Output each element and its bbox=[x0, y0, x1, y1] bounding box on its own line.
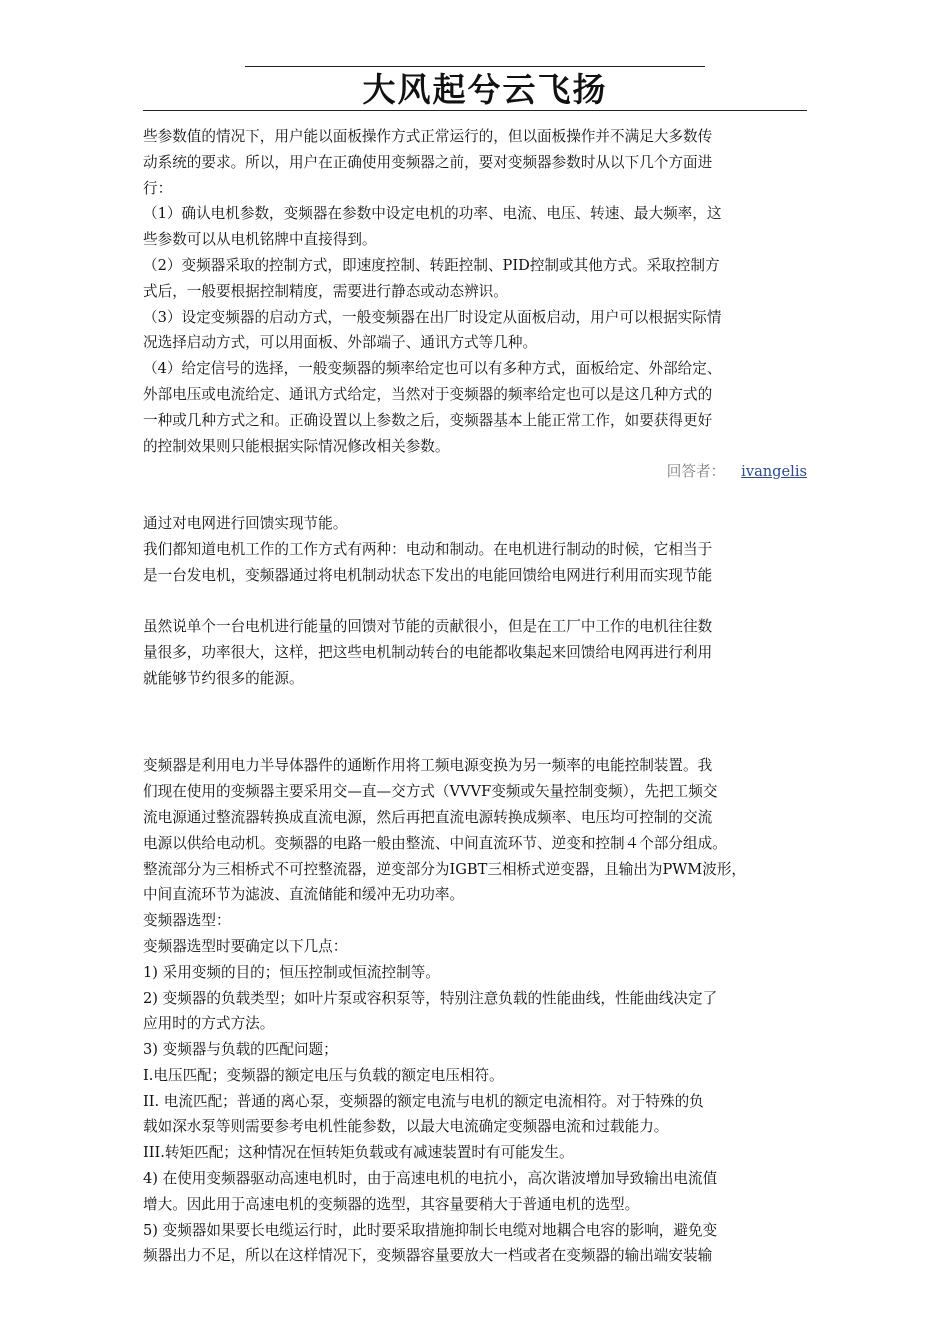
spacer bbox=[143, 588, 813, 614]
header-banner: 大风起兮云飞扬 bbox=[362, 70, 608, 109]
text-line: （4）给定信号的选择，一般变频器的频率给定也可以有多种方式，面板给定、外部给定、 bbox=[143, 360, 722, 378]
text-line: 应用时的方式方法。 bbox=[143, 1015, 275, 1033]
text-line: 通过对电网进行回馈实现节能。 bbox=[143, 514, 348, 532]
text-line: 2) 变频器的负载类型；如叶片泵或容积泵等，特别注意负载的性能曲线，性能曲线决定了 bbox=[143, 989, 718, 1007]
text-line: 整流部分为三相桥式不可控整流器，逆变部分为IGBT三相桥式逆变器，且输出为PWM波形， bbox=[143, 860, 747, 878]
spacer bbox=[143, 485, 813, 511]
text-line: III.转矩匹配；这种情况在恒转矩负载或有减速装置时有可能发生。 bbox=[143, 1144, 574, 1162]
text-line: 变频器是利用电力半导体器件的通断作用将工频电源变换为另一频率的电能控制装置。我 bbox=[143, 757, 713, 775]
text-line: （2）变频器采取的控制方式，即速度控制、转距控制、PID控制或其他方式。采取控制方 bbox=[143, 256, 720, 274]
text-line: 些参数值的情况下，用户能以面板操作方式正常运行的，但以面板操作并不满足大多数传 bbox=[143, 128, 713, 145]
text-line: I.电压匹配；变频器的额定电压与负载的额定电压相符。 bbox=[143, 1066, 504, 1084]
text-line: 载如深水泵等则需要参考电机性能参数，以最大电流确定变频器电流和过载能力。 bbox=[143, 1118, 669, 1136]
selection-section bbox=[143, 753, 813, 1269]
text-line: 4) 在使用变频器驱动高速电机时，由于高速电机的电抗小，高次谐波增加导致输出电流值 bbox=[143, 1170, 718, 1188]
answerer-line bbox=[143, 459, 807, 485]
text-line: 虽然说单个一台电机进行能量的回馈对节能的贡献很小，但是在工厂中工作的电机往往数 bbox=[143, 618, 713, 636]
text-line: 一种或几种方式之和。正确设置以上参数之后，变频器基本上能正常工作，如要获得更好 bbox=[143, 411, 713, 429]
text-line: （1）确认电机参数，变频器在参数中设定电机的功率、电流、电压、转速、最大频率，这 bbox=[143, 205, 722, 223]
header-bottom-rule bbox=[143, 110, 807, 111]
text-line: 行： bbox=[143, 179, 173, 197]
answerer-link[interactable]: ivangelis bbox=[741, 463, 807, 481]
text-line: 外部电压或电流给定、通讯方式给定，当然对于变频器的频率给定也可以是这几种方式的 bbox=[143, 385, 713, 403]
spacer bbox=[143, 717, 813, 753]
document-body bbox=[143, 124, 813, 1269]
text-line: 中间直流环节为滤波、直流储能和缓冲无功功率。 bbox=[143, 886, 465, 904]
feedback-section-2 bbox=[143, 614, 813, 691]
text-line: 1) 采用变频的目的；恒压控制或恒流控制等。 bbox=[143, 963, 440, 981]
text-line: 些参数可以从电机铭牌中直接得到。 bbox=[143, 231, 377, 249]
text-line: 流电源通过整流器转换成直流电源，然后再把直流电源转换成频率、电压均可控制的交流 bbox=[143, 808, 713, 826]
answer-section bbox=[143, 124, 813, 459]
text-line: 频器出力不足，所以在这样情况下，变频器容量要放大一档或者在变频器的输出端安装输 bbox=[143, 1247, 713, 1265]
header-top-rule bbox=[245, 66, 705, 67]
text-line: 的控制效果则只能根据实际情况修改相关参数。 bbox=[143, 437, 450, 455]
text-line: 们现在使用的变频器主要采用交—直—交方式（VVVF变频或矢量控制变频），先把工频交 bbox=[143, 783, 718, 801]
answerer-label: 回答者： bbox=[666, 463, 726, 481]
text-line: 是一台发电机，变频器通过将电机制动状态下发出的电能回馈给电网进行利用而实现节能 bbox=[143, 566, 713, 584]
text-line: 5) 变频器如果要长电缆运行时，此时要采取措施抑制长电缆对地耦合电容的影响，避免变 bbox=[143, 1221, 718, 1239]
text-line: 就能够节约很多的能源。 bbox=[143, 669, 304, 687]
text-line: 电源以供给电动机。变频器的电路一般由整流、中间直流环节、逆变和控制４个部分组成。 bbox=[143, 834, 727, 852]
text-line: II. 电流匹配；普通的离心泵，变频器的额定电流与电机的额定电流相符。对于特殊的负 bbox=[143, 1092, 704, 1110]
feedback-section bbox=[143, 511, 813, 588]
text-line: （3）设定变频器的启动方式，一般变频器在出厂时设定从面板启动，用户可以根据实际情 bbox=[143, 308, 722, 326]
text-line: 式后，一般要根据控制精度，需要进行静态或动态辨识。 bbox=[143, 282, 508, 300]
text-line: 动系统的要求。所以，用户在正确使用变频器之前，要对变频器参数时从以下几个方面进 bbox=[143, 153, 713, 171]
text-line: 我们都知道电机工作的工作方式有两种：电动和制动。在电机进行制动的时候，它相当于 bbox=[143, 540, 713, 558]
text-line: 3) 变频器与负载的匹配问题； bbox=[143, 1041, 338, 1059]
spacer bbox=[143, 692, 813, 718]
text-line: 况选择启动方式，可以用面板、外部端子、通讯方式等几种。 bbox=[143, 334, 538, 352]
text-line: 变频器选型时要确定以下几点： bbox=[143, 937, 348, 955]
text-line: 变频器选型： bbox=[143, 912, 231, 930]
text-line: 增大。因此用于高速电机的变频器的选型，其容量要稍大于普通电机的选型。 bbox=[143, 1195, 640, 1213]
text-line: 量很多，功率很大，这样，把这些电机制动转台的电能都收集起来回馈给电网再进行利用 bbox=[143, 643, 713, 661]
